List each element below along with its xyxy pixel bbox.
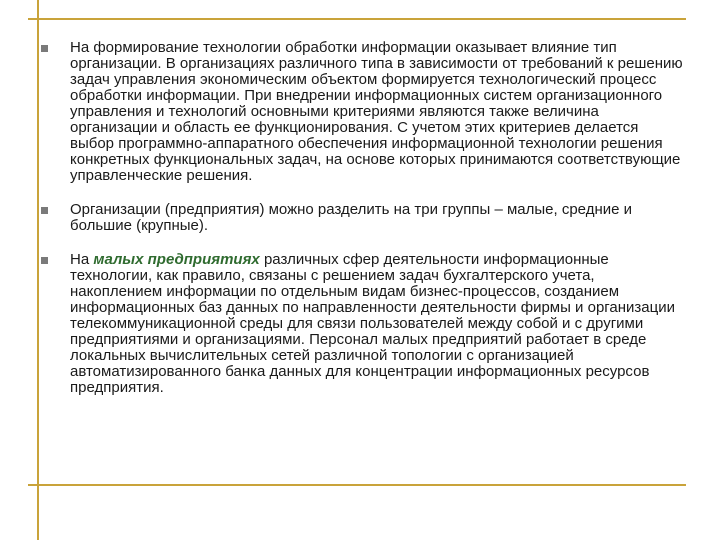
bottom-horizontal-rule (28, 484, 686, 486)
bullet-item-1 (38, 40, 686, 184)
top-horizontal-rule (28, 18, 686, 20)
square-bullet-icon (41, 257, 48, 264)
bullet-item-2 (38, 202, 686, 234)
bullet-item-3 (38, 252, 686, 396)
emphasis-small-enterprises: малых предприятиях (93, 251, 260, 268)
bullet-text-prefix: На (70, 251, 90, 268)
bullet-text: Организации (предприятия) можно разделить на три группы – малые, средние и большие (крупные). (70, 201, 633, 234)
square-bullet-icon (41, 45, 48, 52)
bullet-text-rest: различных сфер деятельности информационные технологии, как правило, связаны с решением задач бухгалтерского учета, накоплением информации по отдельным видам бизнес-процессов, созданием информационных баз данных по направленности деятельности фирмы и организации телекоммуникационной среды для связи пользователей между собой и с другими предприятиями и организациями. Персонал малых предприятий работает в среде локальных вычислительных сетей различной топологии с организацией автоматизированного банка данных для концентрации информационных ресурсов предприятия. (70, 251, 676, 396)
square-bullet-icon (41, 207, 48, 214)
slide-body (38, 40, 686, 414)
bullet-text: На формирование технологии обработки информации оказывает влияние тип организации. В организациях различного типа в зависимости от требований к решению задач управления экономическим объектом формируется технологический процесс обработки информации. При внедрении информационных систем организационного управления и технологий основными критериями являются также величина организации и область ее функционирования. С учетом этих критериев делается выбор программно-аппаратного обеспечения информационной технологии решения конкретных функциональных задач, на основе которых принимаются соответствующие управленческие решения. (70, 39, 683, 184)
